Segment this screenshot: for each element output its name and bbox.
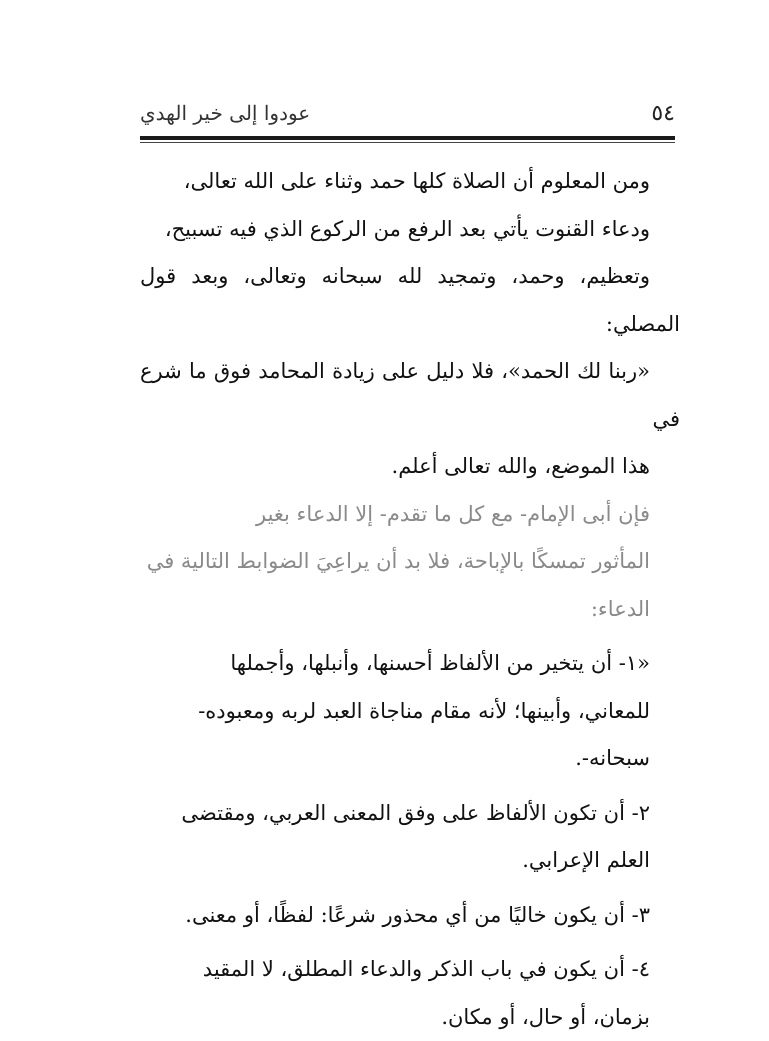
- paragraph-imam: [140, 491, 680, 634]
- body-text: [140, 158, 680, 1041]
- text-line: وتعظيم، وحمد، وتمجيد لله سبحانه وتعالى، وبعد قول المصلي:: [140, 253, 680, 348]
- paragraph-rule-1: [140, 640, 680, 783]
- text-line: سبحانه-.: [140, 735, 680, 783]
- text-line: العلم الإعرابي.: [140, 837, 680, 885]
- text-line: الدعاء:: [140, 586, 680, 634]
- text-line: ومن المعلوم أن الصلاة كلها حمد وثناء على الله تعالى،: [140, 158, 680, 206]
- text-line: للمعاني، وأبينها؛ لأنه مقام مناجاة العبد لربه ومعبوده-: [140, 688, 680, 736]
- text-line: «ربنا لك الحمد»، فلا دليل على زيادة المحامد فوق ما شرع في: [140, 348, 680, 443]
- running-title: عودوا إلى خير الهدي: [140, 101, 310, 125]
- page-header: [140, 96, 675, 130]
- text-line: ٣- أن يكون خاليًا من أي محذور شرعًا: لفظًا، أو معنى.: [140, 892, 680, 940]
- text-line: المأثور تمسكًا بالإباحة، فلا بد أن يراعِيَ الضوابط التالية في: [140, 538, 680, 586]
- paragraph-rule-2: [140, 790, 680, 885]
- paragraph-rule-3: [140, 892, 680, 940]
- text-line: فإن أبى الإمام- مع كل ما تقدم- إلا الدعاء بغير: [140, 491, 680, 539]
- header-rule: [140, 136, 675, 140]
- text-line: هذا الموضع، والله تعالى أعلم.: [140, 443, 680, 491]
- text-line: ٤- أن يكون في باب الذكر والدعاء المطلق، لا المقيد: [140, 946, 680, 994]
- text-line: ٢- أن تكون الألفاظ على وفق المعنى العربي، ومقتضى: [140, 790, 680, 838]
- text-line: ودعاء القنوت يأتي بعد الرفع من الركوع الذي فيه تسبيح،: [140, 206, 680, 254]
- paragraph-praise: [140, 158, 680, 491]
- text-line: بزمان، أو حال، أو مكان.: [140, 994, 680, 1041]
- page-number: ٥٤: [651, 101, 675, 126]
- header-rule-thin: [140, 142, 675, 143]
- text-line: «١- أن يتخير من الألفاظ أحسنها، وأنبلها، وأجملها: [140, 640, 680, 688]
